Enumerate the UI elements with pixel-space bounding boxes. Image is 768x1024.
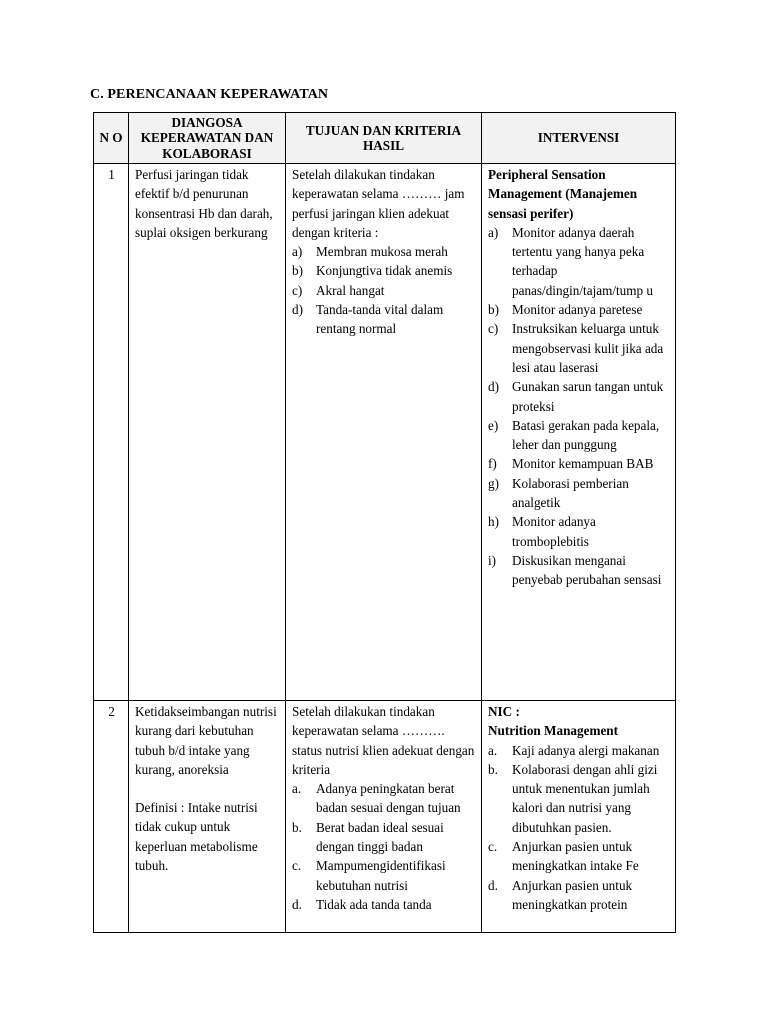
list-item-text: Monitor adanya daerah tertentu yang hanya peka terhadap panas/dingin/tajam/tump u — [512, 224, 654, 298]
list-item-text: Tidak ada tanda tanda — [316, 896, 432, 912]
intervensi-title: Peripheral Sensation Management (Manajemen sensasi perifer) — [488, 167, 638, 221]
list-marker: d) — [292, 302, 303, 318]
list-item-text: Instruksikan keluarga untuk mengobservasi kulit jika ada lesi atau laserasi — [512, 321, 664, 375]
section-title: C. PERENCANAAN KEPERAWATAN — [90, 87, 329, 102]
diagnosa-cell — [129, 164, 286, 701]
list-item-text: Monitor adanya paretese — [512, 302, 643, 318]
list-item-text: Anjurkan pasien untuk meningkatkan protein — [512, 877, 633, 912]
list-item — [292, 818, 476, 857]
intervensi-cell — [482, 164, 676, 701]
list-marker: i) — [488, 552, 497, 568]
list-marker: a) — [488, 224, 499, 240]
list-item-text: Kolaborasi dengan ahli gizi untuk menentukan jumlah kalori dan nutrisi yang dibutuhkan pasien. — [512, 761, 658, 835]
intervensi-list — [488, 223, 670, 590]
list-item — [488, 454, 670, 473]
header-no: N O — [94, 113, 129, 164]
definisi-text: Definisi : Intake nutrisi tidak cukup untuk keperluan metabolisme tubuh. — [135, 800, 258, 874]
list-item — [488, 741, 670, 760]
header-intervensi: INTERVENSI — [482, 113, 676, 164]
list-item-text: Diskusikan menganai penyebab perubahan sensasi — [512, 552, 662, 588]
list-item — [292, 895, 476, 914]
list-item-text: Anjurkan pasien untuk meningkatkan intake Fe — [512, 839, 639, 874]
diagnosa-text: Ketidakseimbangan nutrisi kurang dari kebutuhan tubuh b/d intake yang kurang, anoreksia — [135, 704, 277, 777]
list-item — [488, 474, 670, 513]
list-item — [488, 551, 670, 590]
list-item — [488, 876, 670, 915]
list-item-text: Adanya peningkatan berat badan sesuai dengan tujuan — [316, 781, 461, 816]
kriteria-list — [292, 779, 476, 914]
tujuan-cell — [286, 701, 482, 933]
list-item — [292, 261, 476, 280]
list-item-text: Konjungtiva tidak anemis — [316, 263, 453, 279]
list-marker: c. — [292, 858, 302, 874]
list-marker: a. — [292, 781, 302, 797]
list-item-text: Monitor kemampuan BAB — [512, 456, 654, 472]
list-item — [292, 242, 476, 261]
list-marker: a) — [292, 244, 303, 260]
table-row — [94, 164, 676, 701]
list-item-text: Tanda-tanda vital dalam rentang normal — [316, 302, 444, 337]
list-marker: d. — [488, 877, 498, 893]
list-marker: b. — [292, 819, 302, 835]
header-tujuan: TUJUAN DAN KRITERIA HASIL — [286, 113, 482, 164]
kriteria-list — [292, 242, 476, 338]
diagnosa-cell — [129, 701, 286, 933]
list-item — [292, 281, 476, 300]
list-item-text: Kaji adanya alergi makanan — [512, 742, 660, 758]
list-item — [488, 512, 670, 551]
list-item — [488, 760, 670, 837]
list-item — [488, 319, 670, 377]
table-row — [94, 701, 676, 933]
list-item — [292, 856, 476, 895]
list-item — [488, 223, 670, 300]
list-item — [488, 416, 670, 455]
intervensi-list — [488, 741, 670, 915]
spacer — [135, 779, 280, 798]
row-number: 1 — [94, 164, 129, 701]
diagnosa-text: Perfusi jaringan tidak efektif b/d penurunan konsentrasi Hb dan darah, suplai oksigen berkurang — [135, 167, 273, 240]
table-header-row — [94, 113, 676, 164]
tujuan-intro: Setelah dilakukan tindakan keperawatan selama ……… jam perfusi jaringan klien adekuat dengan kriteria : — [292, 167, 465, 240]
tujuan-cell — [286, 164, 482, 701]
list-item — [488, 377, 670, 416]
list-marker: g) — [488, 475, 499, 491]
list-marker: e) — [488, 417, 499, 433]
list-item-text: Membran mukosa merah — [316, 244, 448, 260]
list-marker: c) — [488, 321, 499, 337]
nursing-plan-table — [93, 112, 676, 933]
list-marker: b. — [488, 761, 498, 777]
list-item-text: Gunakan sarun tangan untuk proteksi — [512, 379, 664, 414]
list-item — [488, 300, 670, 319]
list-item — [488, 837, 670, 876]
list-marker: d) — [488, 379, 499, 395]
tujuan-intro: Setelah dilakukan tindakan keperawatan selama ………. status nutrisi klien adekuat dengan kriteria — [292, 704, 475, 777]
list-item-text: Berat badan ideal sesuai dengan tinggi badan — [316, 819, 444, 855]
intervensi-cell — [482, 701, 676, 933]
row-number: 2 — [94, 701, 129, 933]
list-item-text: Batasi gerakan pada kepala, leher dan punggung — [512, 417, 660, 453]
intervensi-title: Nutrition Management — [488, 723, 619, 739]
list-marker: h) — [488, 514, 499, 530]
header-diagnosa: DIANGOSA KEPERAWATAN DAN KOLABORASI — [129, 113, 286, 164]
list-marker: b) — [488, 302, 499, 318]
intervensi-nic-label: NIC : — [488, 704, 520, 719]
list-marker: a. — [488, 742, 498, 758]
list-item-text: Mampumengidentifikasi kebutuhan nutrisi — [316, 858, 446, 893]
list-marker: c. — [488, 839, 498, 855]
list-item — [292, 779, 476, 818]
list-marker: b) — [292, 263, 303, 279]
list-marker: f) — [488, 456, 497, 472]
list-marker: d. — [292, 896, 302, 912]
list-item-text: Monitor adanya tromboplebitis — [512, 514, 596, 549]
list-item-text: Akral hangat — [316, 282, 385, 298]
list-marker: c) — [292, 282, 303, 298]
list-item-text: Kolaborasi pemberian analgetik — [512, 475, 629, 511]
list-item — [292, 300, 476, 339]
